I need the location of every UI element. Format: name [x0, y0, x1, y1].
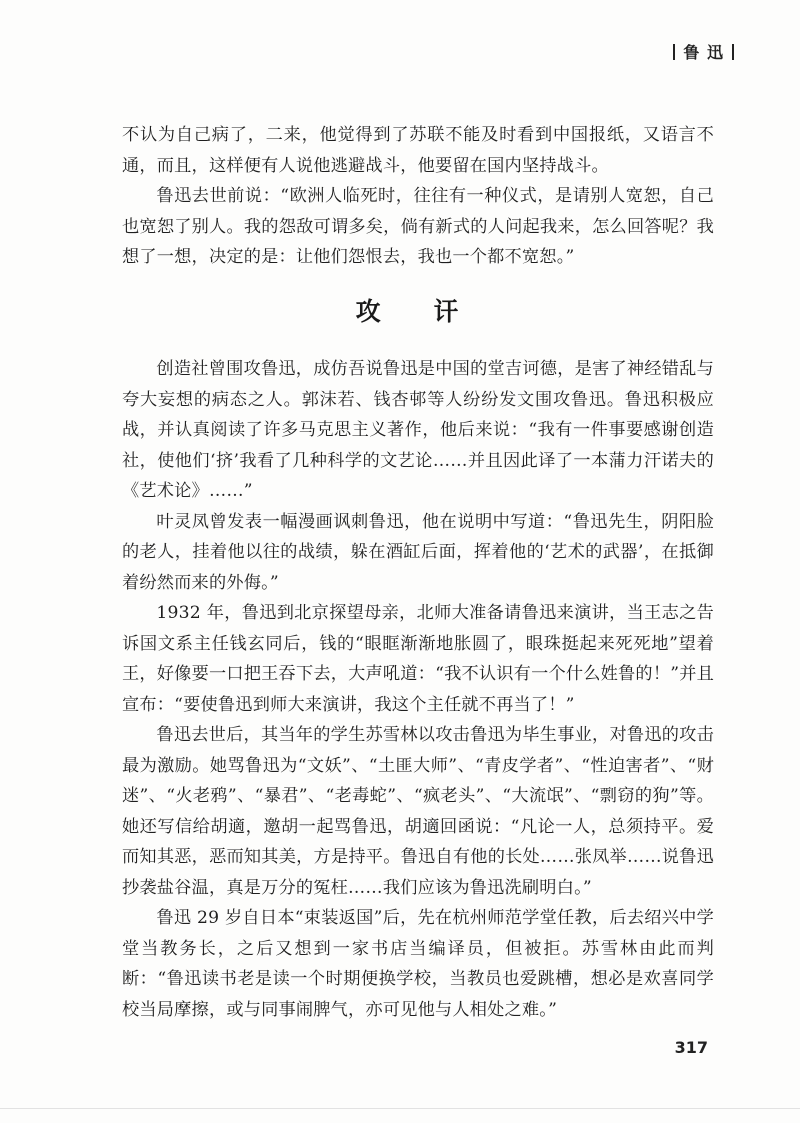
page-number: 317	[674, 1038, 708, 1057]
paragraph: 1932 年，鲁迅到北京探望母亲，北师大准备请鲁迅来演讲，当王志之告诉国文系主任钱玄同后，钱的“眼眶渐渐地胀圆了，眼珠挺起来死死地”望着王，好像要一口把王吞下去，大声吼道：“我不认识有一个什么姓鲁的！”并且宣布：“要使鲁迅到师大来演讲，我这个主任就不再当了！”	[122, 603, 714, 715]
paragraph-continued: 不认为自己病了，二来，他觉得到了苏联不能及时看到中国报纸，又语言不通，而且，这样便有人说他逃避战斗，他要留在国内坚持战斗。	[122, 125, 714, 176]
section-body	[122, 354, 714, 1025]
paragraph: 鲁迅去世前说：“欧洲人临死时，往往有一种仪式，是请别人宽恕，自己也宽恕了别人。我的怨敌可谓多矣，倘有新式的人问起我来，怎么回答呢？我想了一想，决定的是：让他们怨恨去，我也一个都不宽恕。”	[122, 186, 714, 267]
running-head-left-bar	[673, 44, 675, 60]
paragraph: 鲁迅 29 岁自日本“束装返国”后，先在杭州师范学堂任教，后去绍兴中学堂当教务长，之后又想到一家书店当编译员，但被拒。苏雪林由此而判断：“鲁迅读书老是读一个时期便换学校，当教员也爱跳槽，想必是欢喜同学校当局摩擦，或与同事闹脾气，亦可见他与人相处之难。”	[122, 908, 714, 1020]
running-head-title: 鲁 迅	[683, 43, 724, 62]
paragraph: 创造社曾围攻鲁迅，成仿吾说鲁迅是中国的堂吉诃德，是害了神经错乱与夸大妄想的病态之人。郭沫若、钱杏邨等人纷纷发文围攻鲁迅。鲁迅积极应战，并认真阅读了许多马克思主义著作，他后来说：“我有一件事要感谢创造社，使他们‘挤’我看了几种科学的文艺论……并且因此译了一本蒲力汗诺夫的《艺术论》……”	[122, 359, 714, 501]
paragraph: 鲁迅去世后，其当年的学生苏雪林以攻击鲁迅为毕生事业，对鲁迅的攻击最为激励。她骂鲁迅为“文妖”、“土匪大师”、“青皮学者”、“性迫害者”、“财迷”、“火老鸦”、“暴君”、“老毒蛇”、“疯老头”、“大流氓”、“剽窃的狗”等。她还写信给胡適，邀胡一起骂鲁迅，胡適回函说：“凡论一人，总须持平。爱而知其恶，恶而知其美，方是持平。鲁迅自有他的长处……张凤举……说鲁迅抄袭盐谷温，真是万分的冤枉……我们应该为鲁迅洗刷明白。”	[122, 725, 714, 898]
section-title: 攻 讦	[355, 297, 481, 326]
paragraph: 叶灵凤曾发表一幅漫画讽刺鲁迅，他在说明中写道：“鲁迅先生，阴阳脸的老人，挂着他以往的战绩，躲在酒缸后面，挥着他的‘艺术的武器’，在抵御着纷然而来的外侮。”	[122, 511, 714, 593]
running-head	[665, 40, 742, 63]
page-edge-rule	[0, 1108, 800, 1109]
running-head-right-bar	[732, 44, 734, 60]
continued-text-block	[122, 120, 714, 273]
